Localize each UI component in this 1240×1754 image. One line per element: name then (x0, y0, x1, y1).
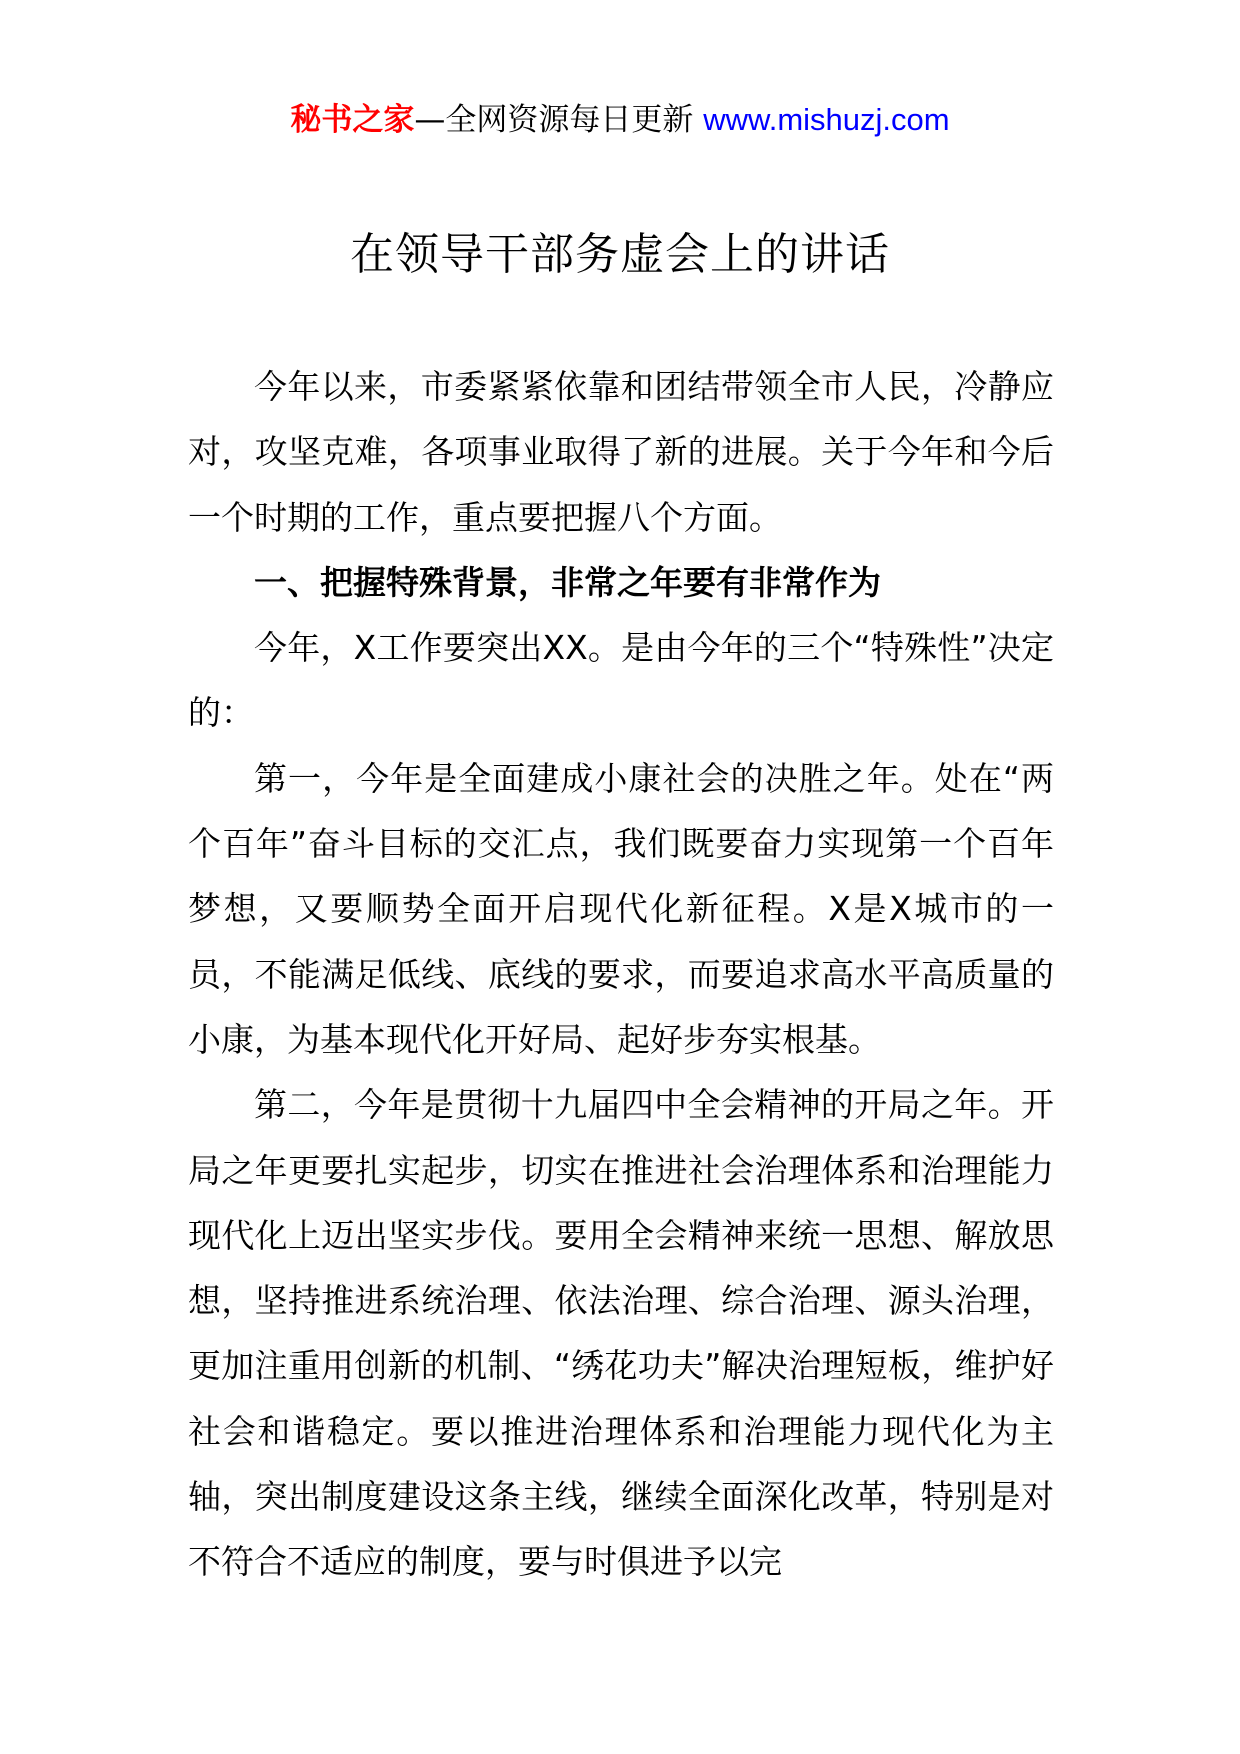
section-heading-1: 一、把握特殊背景，非常之年要有非常作为 (254, 562, 881, 602)
site-url[interactable]: www.mishuzj.com (703, 102, 950, 137)
document-header (0, 98, 1240, 142)
site-name: 秘书之家 (290, 102, 415, 138)
header-tagline: —全网资源每日更新 (414, 102, 704, 138)
paragraph-section-1-intro: 今年，X工作要突出XX。是由今年的三个“特殊性”决定的： (188, 628, 1054, 733)
document-title: 在领导干部务虚会上的讲话 (350, 229, 890, 280)
paragraph-intro: 今年以来，市委紧紧依靠和团结带领全市人民，冷静应对，攻坚克难，各项事业取得了新的进展。关于今年和今后一个时期的工作，重点要把握八个方面。 (188, 367, 1054, 537)
paragraph-first-point: 第一，今年是全面建成小康社会的决胜之年。处在“两个百年”奋斗目标的交汇点，我们既要奋力实现第一个百年梦想，又要顺势全面开启现代化新征程。X是X城市的一员，不能满足低线、底线的要求，而要追求高水平高质量的小康，为基本现代化开好局、起好步夯实根基。 (188, 758, 1054, 1059)
document-body (188, 354, 1054, 1595)
paragraph-second-point: 第二，今年是贯彻十九届四中全会精神的开局之年。开局之年更要扎实起步，切实在推进社会治理体系和治理能力现代化上迈出坚实步伐。要用全会精神来统一思想、解放思想，坚持推进系统治理、依法治理、综合治理、源头治理，更加注重用创新的机制、“绣花功夫”解决治理短板，维护好社会和谐稳定。要以推进治理体系和治理能力现代化为主轴，突出制度建设这条主线，继续全面深化改革，特别是对不符合不适应的制度，要与时俱进予以完 (188, 1085, 1054, 1582)
